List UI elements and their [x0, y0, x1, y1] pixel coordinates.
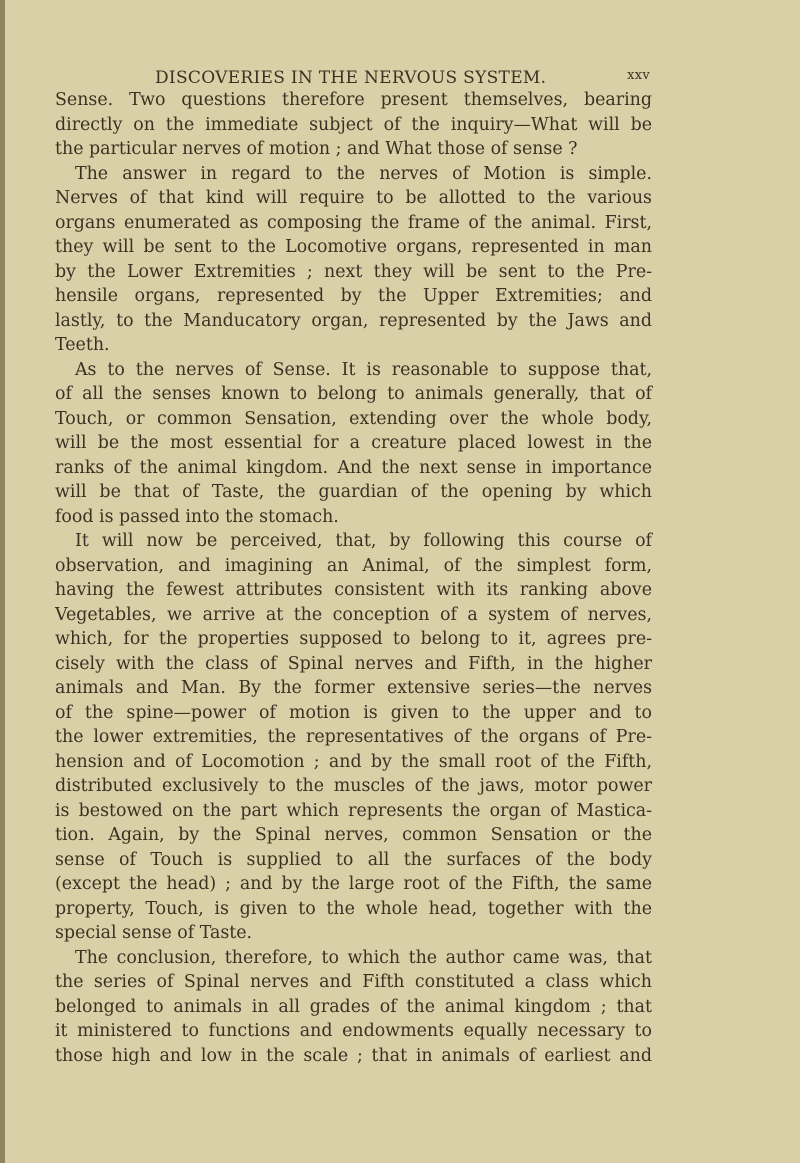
- text-line: will be that of Taste, the guardian of the opening by which: [55, 482, 652, 502]
- text-line: they will be sent to the Locomotive organs, represented in man: [55, 237, 652, 257]
- paragraph: [55, 529, 652, 946]
- text-line: cisely with the class of Spinal nerves and Fifth, in the higher: [55, 653, 652, 674]
- text-line: animals and Man. By the former extensive series—the nerves: [55, 678, 652, 698]
- text-line: of the spine—power of motion is given to the upper and to: [55, 702, 652, 723]
- text-line: special sense of Taste.: [55, 923, 253, 943]
- text-line: having the fewest attributes consistent with its ranking above: [55, 580, 652, 600]
- text-line: As to the nerves of Sense. It is reasonable to suppose that,: [75, 359, 652, 380]
- text-line: the lower extremities, the representatives of the organs of Pre-: [55, 727, 652, 747]
- paragraph: [55, 88, 652, 162]
- running-header: [155, 68, 650, 88]
- paragraph: [55, 358, 652, 530]
- running-title: DISCOVERIES IN THE NERVOUS SYSTEM.: [155, 68, 547, 88]
- text-line: property, Touch, is given to the whole head, together with the: [55, 898, 652, 919]
- page-number: xxv: [627, 68, 650, 83]
- body-text: [55, 88, 652, 1068]
- text-line: directly on the immediate subject of the inquiry—What will be: [55, 114, 652, 135]
- text-line: those high and low in the scale ; that in animals of earliest and: [55, 1045, 652, 1066]
- text-line: sense of Touch is supplied to all the surfaces of the body: [55, 849, 652, 870]
- text-line: is bestowed on the part which represents the organ of Mastica-: [55, 800, 652, 821]
- text-line: hensile organs, represented by the Upper Extremities; and: [55, 286, 652, 306]
- text-line: of all the senses known to belong to animals generally, that of: [55, 384, 652, 404]
- text-line: it ministered to functions and endowments equally necessary to: [55, 1021, 652, 1041]
- text-line: the series of Spinal nerves and Fifth constituted a class which: [55, 972, 652, 992]
- text-line: the particular nerves of motion ; and What those of sense ?: [55, 139, 578, 159]
- text-line: Sense. Two questions therefore present themselves, bearing: [55, 90, 652, 110]
- text-line: lastly, to the Manducatory organ, represented by the Jaws and: [55, 310, 652, 331]
- text-line: by the Lower Extremities ; next they will be sent to the Pre-: [55, 261, 652, 282]
- paragraph: [55, 946, 652, 1069]
- text-line: Nerves of that kind will require to be allotted to the various: [55, 188, 652, 208]
- text-line: ranks of the animal kingdom. And the next sense in importance: [55, 457, 652, 478]
- text-line: The answer in regard to the nerves of Motion is simple.: [75, 163, 652, 184]
- paragraph: [55, 162, 652, 358]
- text-line: hension and of Locomotion ; and by the small root of the Fifth,: [55, 751, 652, 772]
- text-line: tion. Again, by the Spinal nerves, common Sensation or the: [55, 825, 652, 845]
- text-line: which, for the properties supposed to belong to it, agrees pre-: [55, 629, 652, 649]
- text-line: observation, and imagining an Animal, of the simplest form,: [55, 555, 652, 576]
- text-line: (except the head) ; and by the large root of the Fifth, the same: [55, 874, 652, 894]
- text-line: belonged to animals in all grades of the animal kingdom ; that: [55, 996, 652, 1017]
- text-line: distributed exclusively to the muscles of the jaws, motor power: [55, 776, 652, 796]
- text-line: food is passed into the stomach.: [55, 506, 339, 527]
- text-line: It will now be perceived, that, by following this course of: [75, 531, 652, 551]
- text-line: Vegetables, we arrive at the conception of a system of nerves,: [55, 604, 652, 625]
- text-line: organs enumerated as composing the frame of the animal. First,: [55, 212, 652, 233]
- text-line: Touch, or common Sensation, extending over the whole body,: [55, 408, 652, 429]
- text-line: Teeth.: [55, 335, 110, 355]
- page-edge: [0, 0, 5, 1163]
- text-line: will be the most essential for a creature placed lowest in the: [55, 433, 652, 453]
- text-line: The conclusion, therefore, to which the author came was, that: [75, 947, 652, 968]
